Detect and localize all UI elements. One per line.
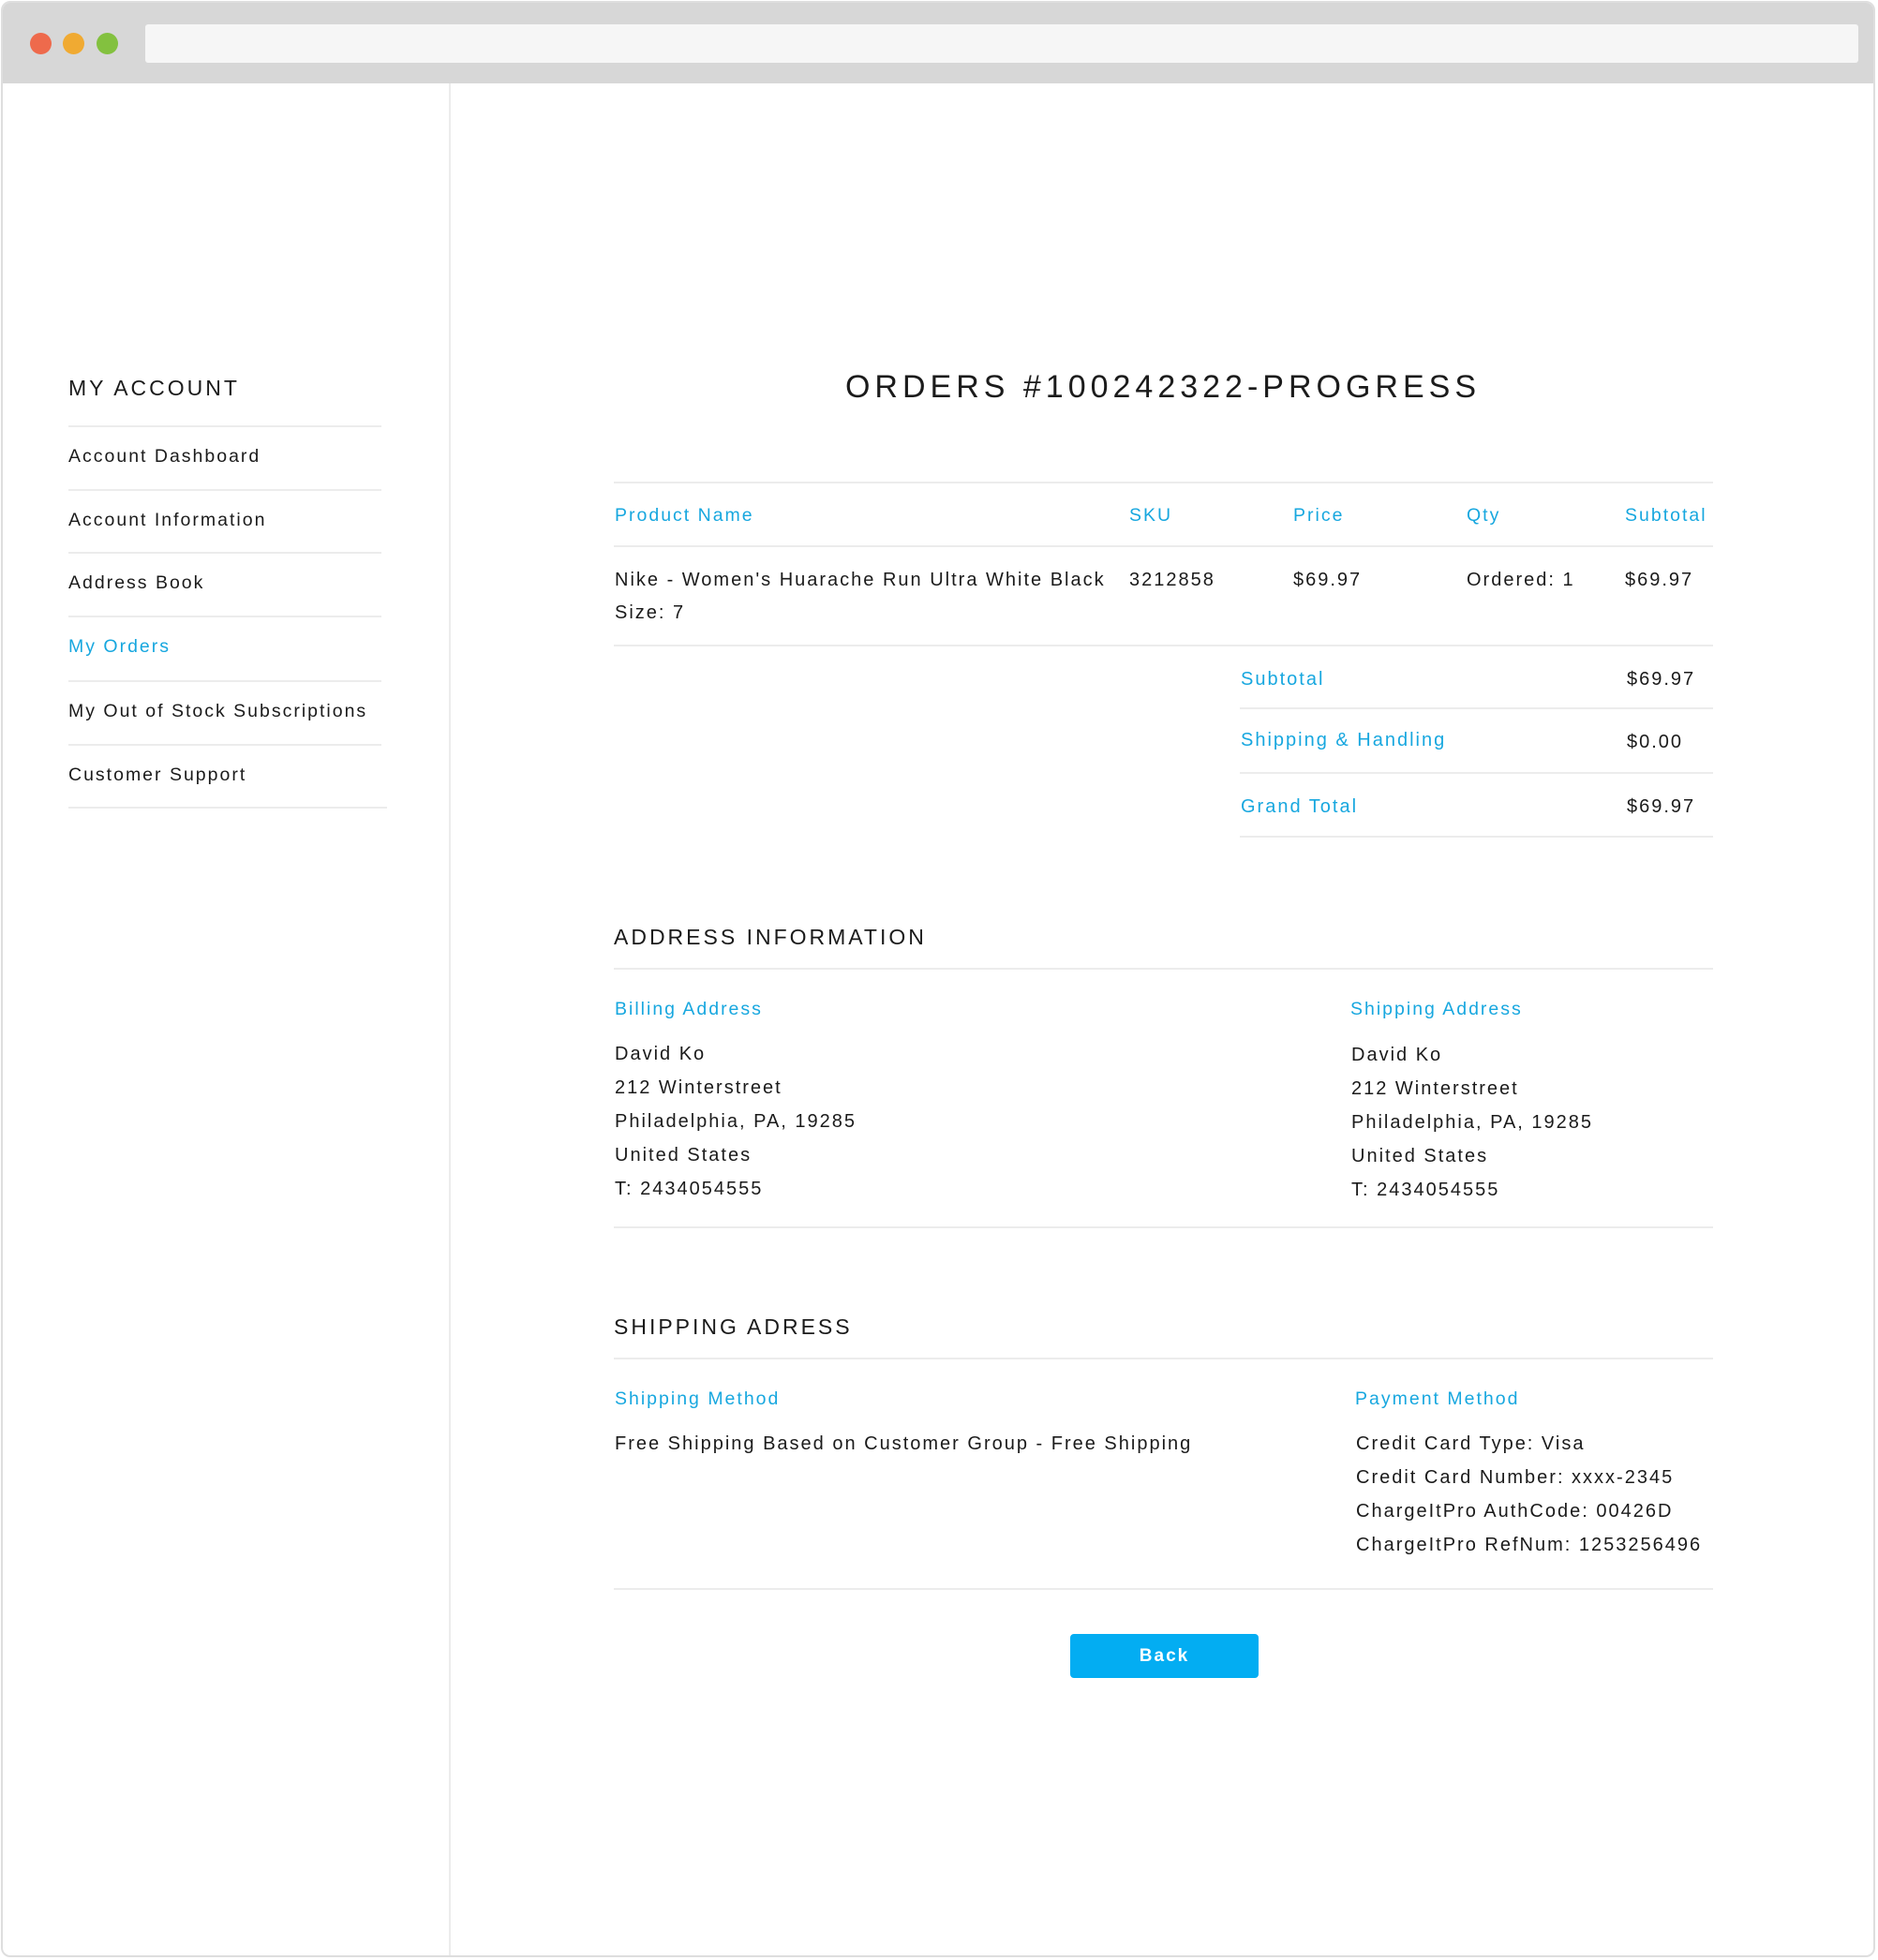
browser-titlebar	[3, 3, 1873, 83]
shipping-street: 212 Winterstreet	[1351, 1078, 1519, 1099]
sidebar-divider	[68, 807, 387, 809]
divider	[614, 1226, 1713, 1228]
shipping-section-title: SHIPPING ADRESS	[614, 1314, 853, 1339]
sidebar-item-address-book[interactable]: Address Book	[68, 552, 381, 616]
divider	[1240, 772, 1713, 774]
sidebar-item-out-of-stock-subscriptions[interactable]: My Out of Stock Subscriptions	[68, 680, 381, 744]
payment-method-heading: Payment Method	[1355, 1388, 1520, 1409]
card-type: Credit Card Type: Visa	[1356, 1433, 1586, 1454]
billing-country: United States	[615, 1145, 753, 1166]
billing-phone: T: 2434054555	[615, 1179, 764, 1199]
divider	[614, 1358, 1713, 1359]
auth-code: ChargeItPro AuthCode: 00426D	[1356, 1501, 1674, 1522]
subtotal-value: $69.97	[1627, 669, 1696, 690]
address-information-title: ADDRESS INFORMATION	[614, 925, 927, 949]
divider	[614, 482, 1713, 483]
product-sku: 3212858	[1129, 570, 1215, 590]
card-number: Credit Card Number: xxxx-2345	[1356, 1467, 1675, 1488]
minimize-window-icon[interactable]	[63, 33, 84, 54]
divider	[1240, 707, 1713, 709]
divider	[614, 545, 1713, 547]
column-header-qty: Qty	[1467, 505, 1501, 526]
sidebar-item-account-information[interactable]: Account Information	[68, 489, 381, 553]
billing-address	[615, 1037, 857, 1206]
shipping-phone: T: 2434054555	[1351, 1180, 1500, 1200]
billing-name: David Ko	[615, 1044, 707, 1064]
shipping-method	[615, 1427, 1192, 1461]
back-button[interactable]: Back	[1070, 1634, 1259, 1678]
shipping-city: Philadelphia, PA, 19285	[1351, 1112, 1594, 1133]
sidebar-item-customer-support[interactable]: Customer Support	[68, 744, 381, 808]
billing-street: 212 Winterstreet	[615, 1077, 782, 1098]
billing-address-heading: Billing Address	[615, 999, 763, 1019]
sidebar-item-account-dashboard[interactable]: Account Dashboard	[68, 425, 381, 489]
shipping-handling-label: Shipping & Handling	[1241, 730, 1447, 750]
shipping-method-text: Free Shipping Based on Customer Group - Free Shipping	[615, 1433, 1193, 1454]
column-header-price: Price	[1293, 505, 1345, 526]
product-subtotal: $69.97	[1625, 570, 1694, 590]
payment-method	[1356, 1427, 1702, 1562]
sidebar-title: MY ACCOUNT	[68, 376, 240, 400]
ref-num: ChargeItPro RefNum: 1253256496	[1356, 1535, 1703, 1555]
account-sidebar	[3, 83, 451, 1957]
subtotal-label: Subtotal	[1241, 669, 1325, 690]
grand-total-label: Grand Total	[1241, 796, 1359, 817]
sidebar-item-my-orders[interactable]: My Orders	[68, 616, 381, 679]
divider	[1240, 836, 1713, 838]
divider	[614, 1588, 1713, 1590]
product-qty: Ordered: 1	[1467, 570, 1575, 590]
shipping-name: David Ko	[1351, 1045, 1443, 1065]
column-header-sku: SKU	[1129, 505, 1173, 526]
billing-city: Philadelphia, PA, 19285	[615, 1111, 857, 1132]
column-header-subtotal: Subtotal	[1625, 505, 1707, 526]
divider	[614, 968, 1713, 970]
address-bar[interactable]	[145, 24, 1858, 63]
shipping-method-heading: Shipping Method	[615, 1388, 781, 1409]
column-header-product-name: Product Name	[615, 505, 754, 526]
shipping-address	[1351, 1038, 1593, 1207]
product-name: Nike - Women's Huarache Run Ultra White Black	[615, 570, 1106, 590]
divider	[614, 645, 1713, 646]
shipping-handling-value: $0.00	[1627, 732, 1684, 752]
shipping-country: United States	[1351, 1146, 1489, 1166]
browser-window	[1, 1, 1875, 1957]
shipping-address-heading: Shipping Address	[1350, 999, 1523, 1019]
page-title: ORDERS #100242322-PROGRESS	[844, 369, 1482, 405]
maximize-window-icon[interactable]	[97, 33, 118, 54]
product-price: $69.97	[1293, 570, 1363, 590]
grand-total-value: $69.97	[1627, 796, 1696, 817]
product-size: Size: 7	[615, 602, 686, 623]
close-window-icon[interactable]	[30, 33, 52, 54]
